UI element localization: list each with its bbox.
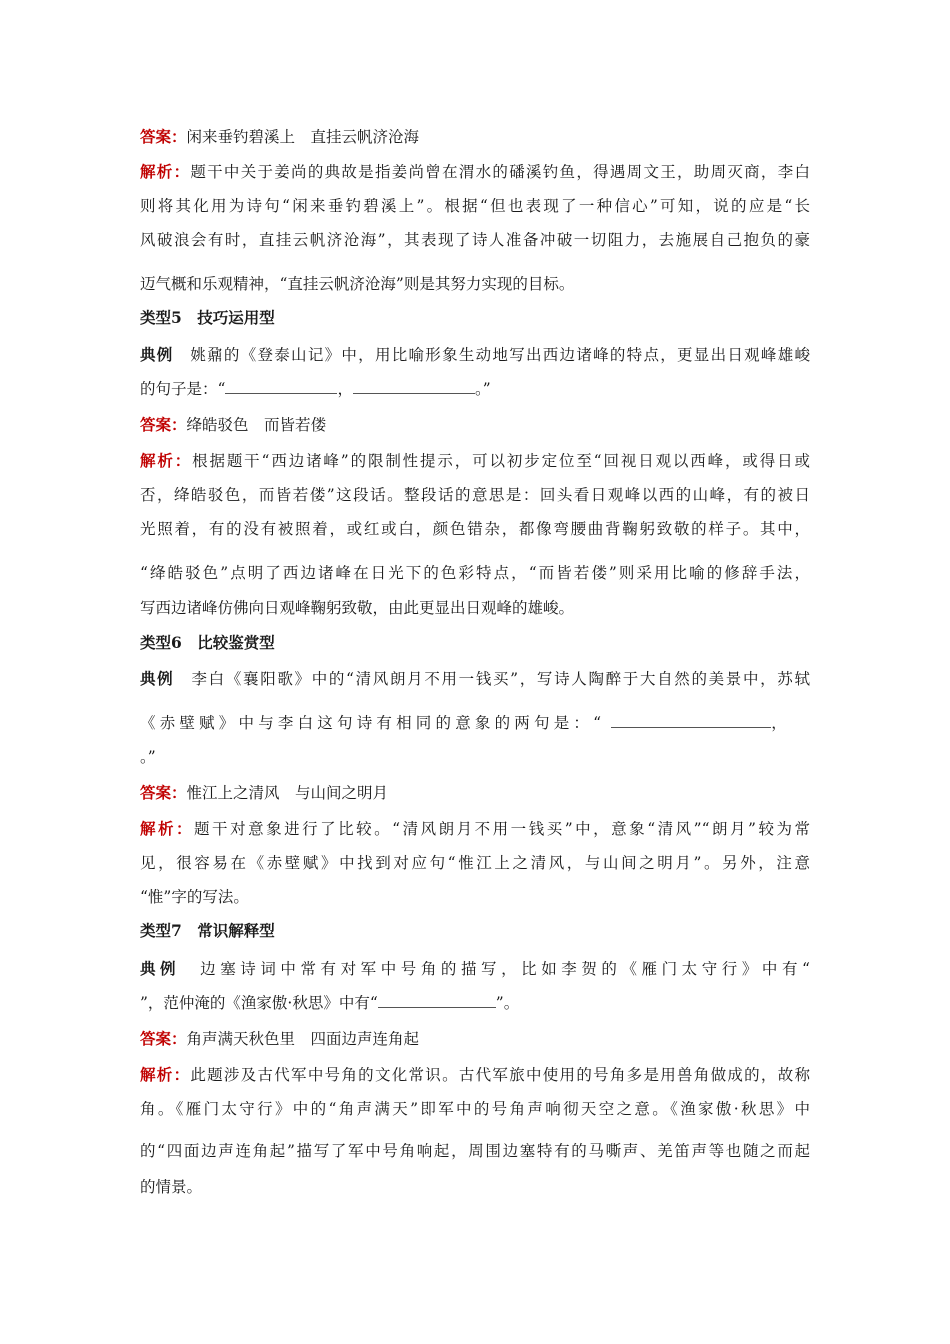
type6-example-line-2: [140, 712, 810, 734]
example-label: 典例: [140, 669, 175, 688]
fill-blank-4: [378, 992, 496, 1008]
type5-heading: 类型5 技巧运用型: [140, 308, 275, 327]
type6-answer-text: 惟江上之清风 与山间之明月: [186, 784, 389, 802]
type5-example-text-1: 姚鼐的《登泰山记》中，用比喻形象生动地写出西边诸峰的特点，更显出日观峰雄峻: [173, 346, 810, 364]
q4-answer-line: [140, 126, 810, 148]
example-label: 典例: [140, 345, 174, 364]
answer-label: 答案：: [140, 783, 187, 802]
type5-analysis-line-4: “绛皓驳色”点明了西边诸峰在日光下的色彩特点，“而皆若偻”则采用比喻的修辞手法，: [140, 564, 810, 582]
type6-analysis-line-3: “惟”字的写法。: [140, 888, 249, 906]
type7-example-line-1: [140, 958, 810, 980]
fill-blank-2: [353, 378, 475, 394]
type5-example-text-2b: ，: [337, 380, 353, 398]
analysis-label: 解析：: [140, 819, 195, 838]
type5-analysis-line-1: [140, 450, 810, 472]
type5-analysis-text-1: 根据题干“西边诸峰”的限制性提示，可以初步定位至“回视日观以西峰，或得日或: [192, 452, 810, 470]
q4-analysis-line-1: [140, 161, 810, 183]
type7-example-text-2a: ”，范仲淹的《渔家傲·秋思》中有“: [140, 994, 378, 1012]
type7-answer-text: 角声满天秋色里 四面边声连角起: [186, 1030, 420, 1048]
type7-analysis-line-4: 的情景。: [140, 1178, 203, 1196]
type7-heading: 类型7 常识解释型: [140, 921, 275, 940]
answer-label: 答案：: [140, 127, 187, 146]
type5-analysis-line-3: 光照着，有的没有被照着，或红或白，颜色错杂，都像弯腰曲背鞠躬致敬的样子。其中，: [140, 520, 810, 538]
q4-analysis-line-3: 风破浪会有时，直挂云帆济沧海”，其表现了诗人准备冲破一切阻力，去施展自己抱负的豪: [140, 231, 810, 249]
type7-analysis-text-1: 此题涉及古代军中号角的文化常识。古代军旅中使用的号角多是用兽角做成的，故称: [190, 1066, 810, 1084]
fill-blank-1: [225, 378, 337, 394]
type6-example-line-1: [140, 668, 810, 690]
type7-example-text-1: 边塞诗词中常有对军中号角的描写，比如李贺的《雁门太守行》中有“: [180, 960, 810, 978]
type6-analysis-text-1: 题干对意象进行了比较。“清风朗月不用一钱买”中，意象“清风”“朗月”较为常: [194, 820, 810, 838]
type5-example-text-2c: 。”: [474, 380, 491, 398]
type5-analysis-line-2: 否，绛皓驳色，而皆若偻”这段话。整段话的意思是：回头看日观峰以西的山峰，有的被日: [140, 486, 810, 504]
type6-analysis-line-2: 见，很容易在《赤壁赋》中找到对应句“惟江上之清风，与山间之明月”。另外，注意: [140, 854, 810, 872]
type5-example-line-1: [140, 344, 810, 366]
type7-example-line-2: [140, 992, 810, 1014]
analysis-label: 解析：: [140, 1065, 191, 1084]
type5-answer-line: [140, 414, 810, 436]
q4-analysis-text-1: 题干中关于姜尚的典故是指姜尚曾在渭水的磻溪钓鱼，得遇周文王，助周灭商，李白: [190, 163, 810, 181]
type5-answer-text: 绛皓驳色 而皆若偻: [186, 416, 327, 434]
answer-label: 答案：: [140, 415, 187, 434]
type6-answer-line: [140, 782, 810, 804]
example-label: 典例: [140, 959, 181, 978]
type6-example-line-3: 。”: [140, 748, 156, 766]
fill-blank-3: [611, 712, 771, 728]
type6-example-text-2b: ，: [771, 714, 791, 732]
type5-analysis-line-5: 写西边诸峰仿佛向日观峰鞠躬致敬，由此更显出日观峰的雄峻。: [140, 599, 575, 617]
type7-analysis-line-1: [140, 1064, 810, 1086]
type7-answer-line: [140, 1028, 810, 1050]
type5-example-line-2: [140, 378, 810, 400]
type7-analysis-line-3: 的“四面边声连角起”描写了军中号角响起，周围边塞特有的马嘶声、羌笛声等也随之而起: [140, 1142, 810, 1160]
type6-analysis-line-1: [140, 818, 810, 840]
q4-analysis-line-4: 迈气概和乐观精神，“直挂云帆济沧海”则是其努力实现的目标。: [140, 275, 575, 293]
type6-heading: 类型6 比较鉴赏型: [140, 633, 275, 652]
analysis-label: 解析：: [140, 451, 193, 470]
type7-analysis-line-2: 角。《雁门太守行》中的“角声满天”即军中的号角声响彻天空之意。《渔家傲·秋思》中: [140, 1100, 810, 1118]
analysis-label: 解析：: [140, 162, 191, 181]
type6-example-text-2a: 《赤壁赋》中与李白这句诗有相同的意象的两句是：“: [140, 714, 606, 732]
type6-example-text-1: 李白《襄阳歌》中的“清风朗月不用一钱买”，写诗人陶醉于大自然的美景中，苏轼: [174, 670, 810, 688]
type5-example-text-2a: 的句子是：“: [140, 380, 226, 398]
q4-answer-text: 闲来垂钓碧溪上 直挂云帆济沧海: [186, 128, 420, 146]
q4-analysis-line-2: 则将其化用为诗句“闲来垂钓碧溪上”。根据“但也表现了一种信心”可知，说的应是“长: [140, 197, 810, 215]
type7-example-text-2b: ”。: [495, 994, 520, 1012]
answer-label: 答案：: [140, 1029, 187, 1048]
